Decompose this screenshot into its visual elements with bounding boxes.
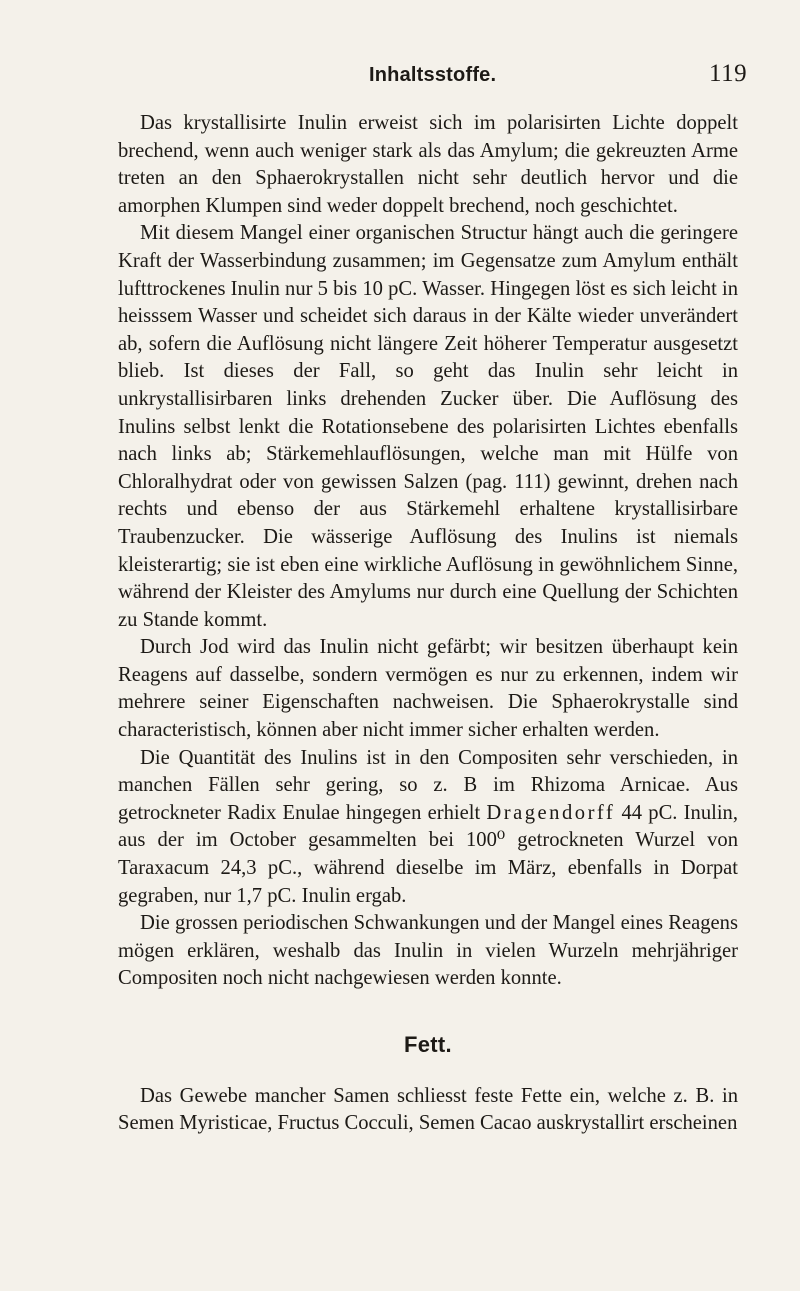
author-name-dragendorff: Dragendorff — [486, 801, 616, 824]
paragraph-schwankungen: Die grossen periodischen Schwankungen und der Mangel eines Reagens mögen erklären, weshalb das Inulin in vielen Wurzeln mehrjähriger Compositen noch nicht nachgewiesen werden konnte. — [118, 912, 738, 990]
quantitaet-text-end: 44 pC. Inulin, aus der im October gesammelten bei 100⁰ getrockneten Wurzel von Taraxacum 24,3 pC., während dieselbe im März, ebenfalls in Dorpat gegraben, nur 1,7 pC. Inulin ergab. — [118, 801, 738, 907]
page-number: 119 — [709, 60, 748, 87]
paragraph-polarisation: Das krystallisirte Inulin erweist sich im polarisirten Lichte doppelt brechend, wenn auch weniger stark als das Amylum; die gekreuzten Arme treten an den Sphaerokrystallen nicht sehr deutlich hervor und die amorphen Klumpen sind weder doppelt brechend, noch geschichtet. — [118, 112, 738, 217]
paragraph-wasserbindung: Mit diesem Mangel einer organischen Structur hängt auch die geringere Kraft der Wasserbindung zusammen; im Gegensatze zum Amylum enthält lufttrockenes Inulin nur 5 bis 10 pC. Wasser. Hingegen löst es sich leicht in heisssem Wasser und scheidet sich daraus in der Kälte wieder unverändert ab, sofern die Auflösung nicht längere Zeit höherer Temperatur ausgesetzt blieb. Ist dieses der Fall, so geht das Inulin sehr leicht in unkrystallisirbaren links drehenden Zucker über. Die Auflösung des Inulins selbst lenkt die Rotationsebene des polarisirten Lichtes ebenfalls nach links ab; Stärkemehlauflösungen, welche man mit Hülfe von Chloralhydrat oder von gewissen Salzen (pag. 111) gewinnt, drehen nach rechts und ebenso der aus Stärkemehl erhaltene krystallisirbare Traubenzucker. Die wässerige Auflösung des Inulins ist niemals kleisterartig; sie ist eben eine wirkliche Auflösung in gewöhnlichem Sinne, während der Kleister des Amylums nur durch eine Quellung der Schichten zu Stande kommt. — [118, 222, 738, 631]
paragraph-quantitaet — [118, 745, 738, 911]
section-heading-fett: Fett. — [404, 1032, 452, 1057]
body-text — [118, 110, 738, 1138]
quantitaet-text-start: Die Quantität des Inulins ist in den Compositen sehr verschieden, in manchen Fällen sehr gering, so z. B im Rhizoma Arnicae. Aus getrockneter Radix Enulae hingegen erhielt — [118, 746, 738, 824]
page-header — [0, 58, 800, 98]
running-head: Inhaltsstoffe. — [369, 64, 497, 86]
paragraph-fett: Das Gewebe mancher Samen schliesst feste Fette ein, welche z. B. in Semen Myristicae, Fructus Cocculi, Semen Cacao auskrystallirt erscheinen — [118, 1084, 738, 1135]
paragraph-jod: Durch Jod wird das Inulin nicht gefärbt; wir besitzen überhaupt kein Reagens auf dasselbe, sondern vermögen es nur zu erkennen, indem wir mehrere seiner Eigenschaften nachweisen. Die Sphaerokrystalle sind characteristisch, können aber nicht immer sicher erhalten werden. — [118, 636, 738, 742]
